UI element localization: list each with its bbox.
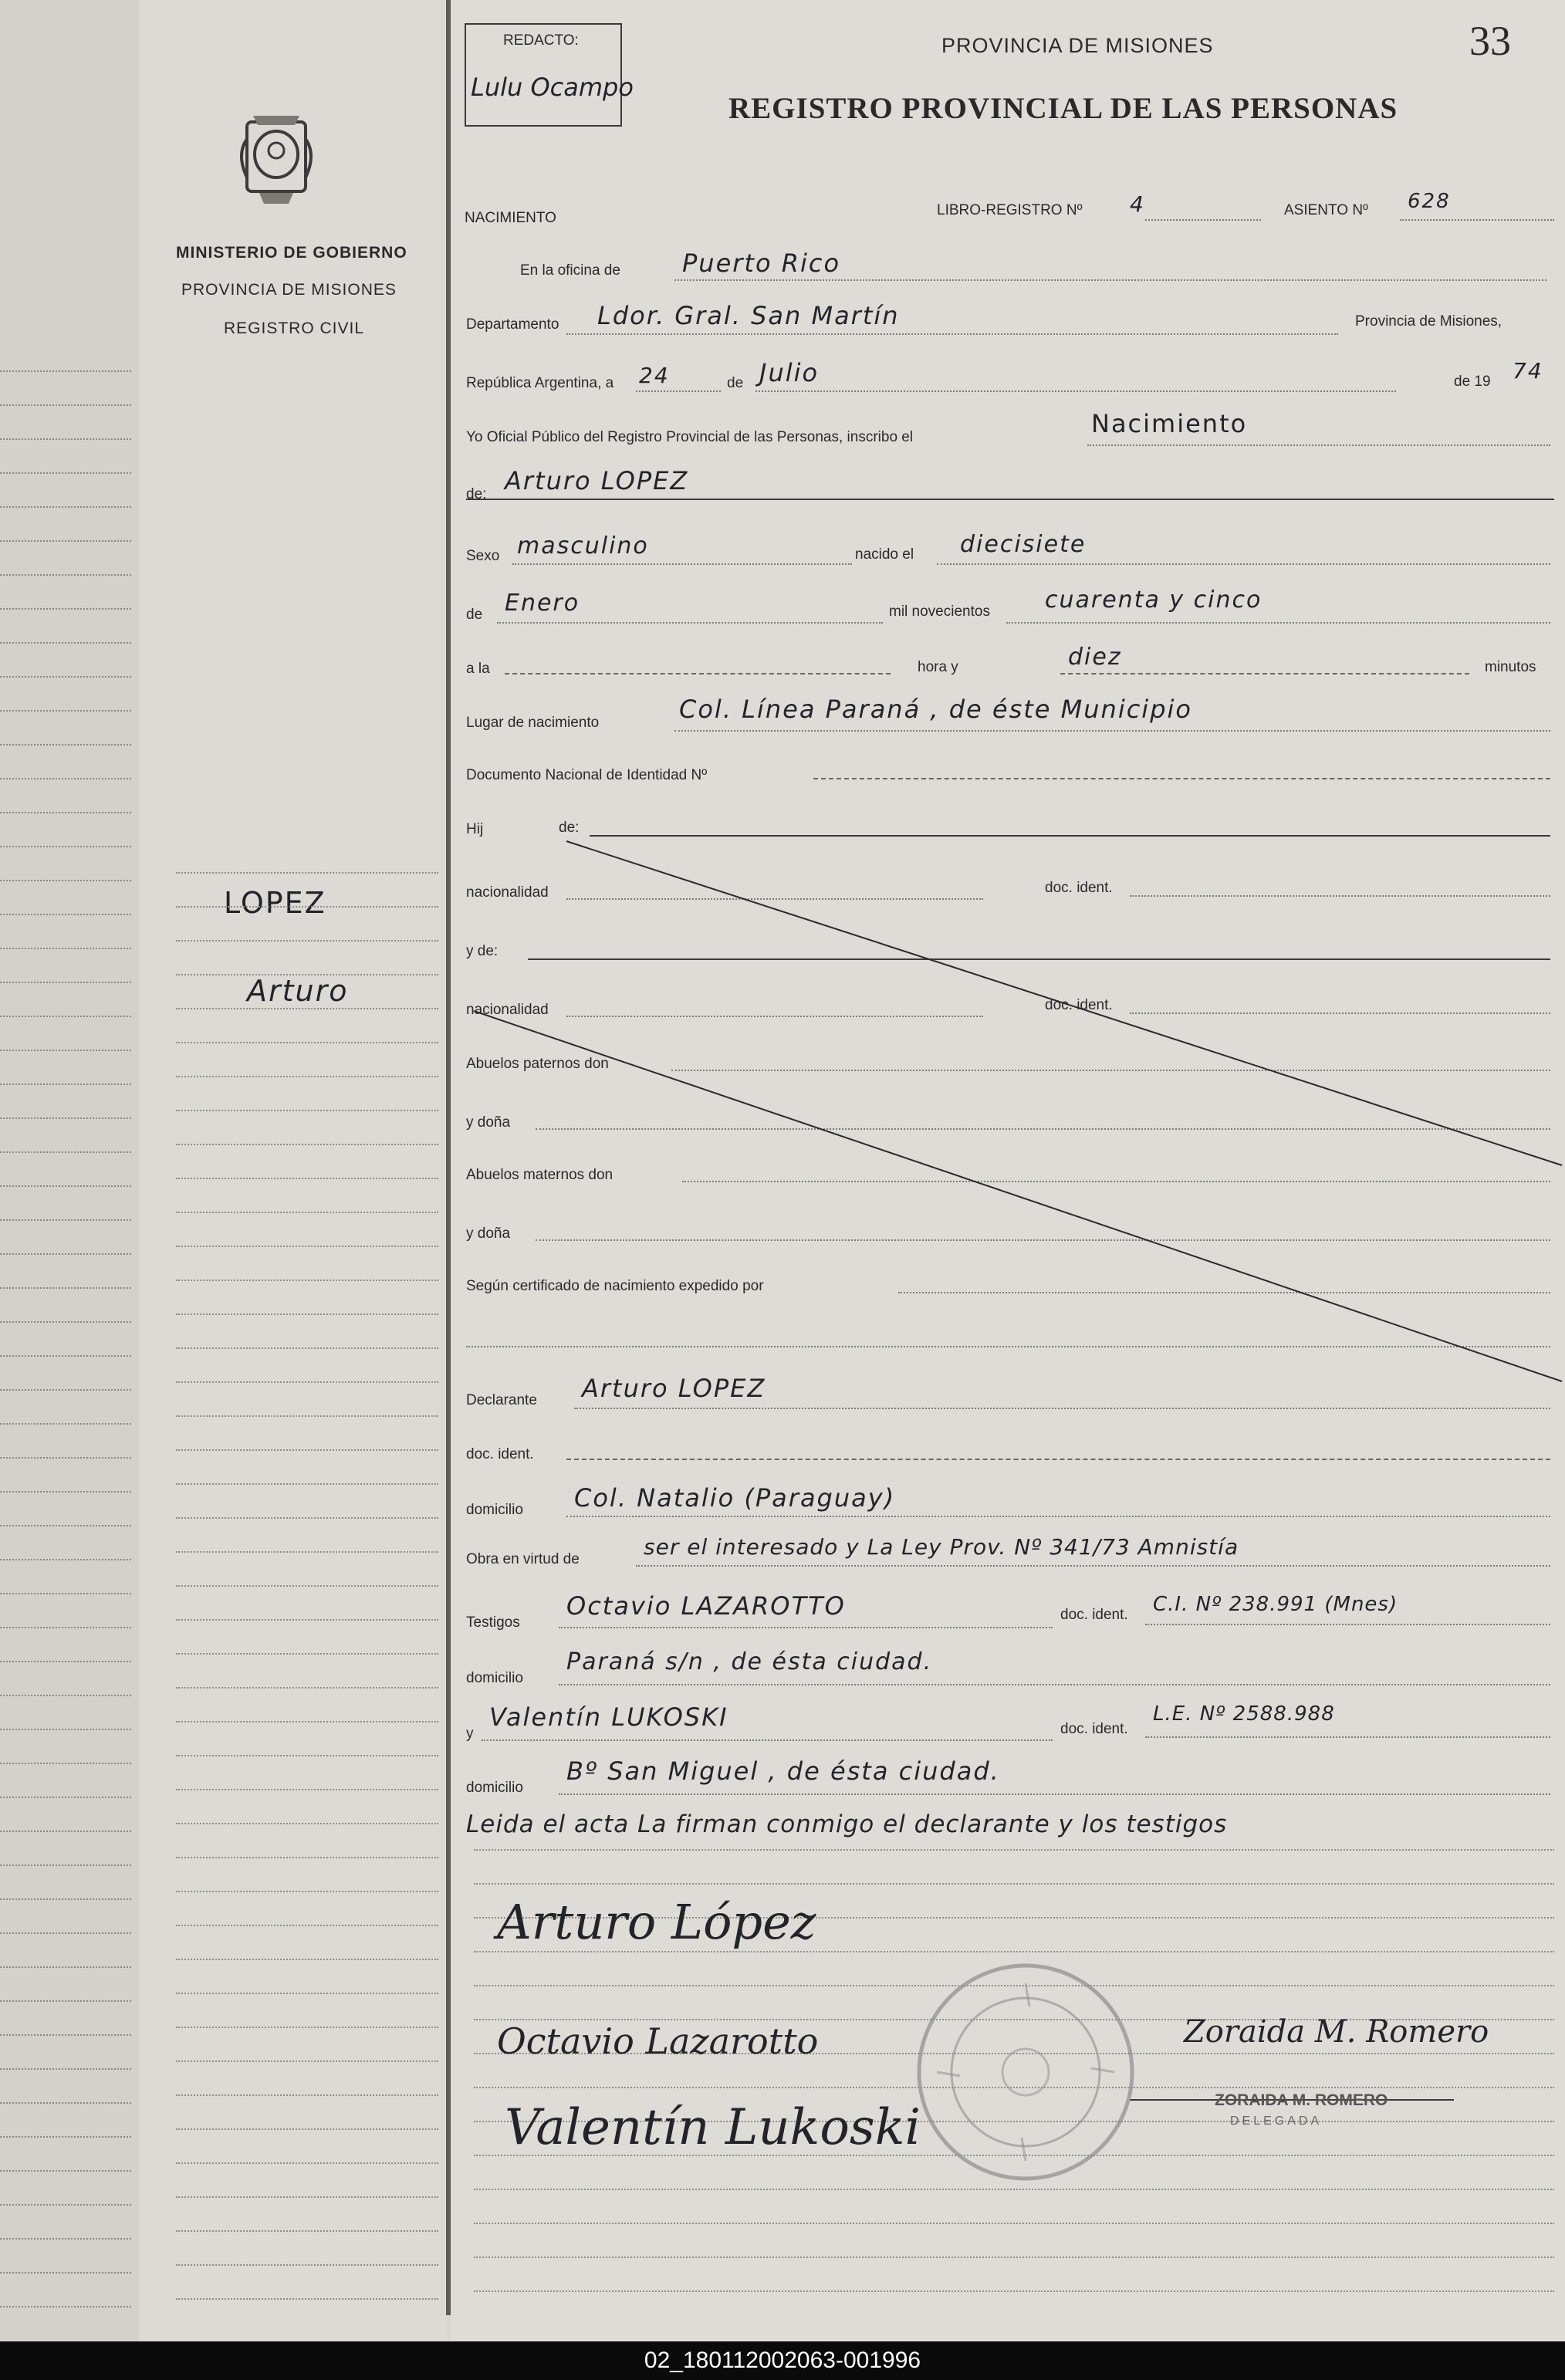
hora-label: hora y — [918, 659, 958, 675]
stub-rule — [176, 1551, 438, 1553]
libro-label: LIBRO-REGISTRO Nº — [937, 202, 1083, 218]
nacionalidad-label-2: nacionalidad — [466, 1002, 549, 1018]
testigo1-line — [559, 1627, 1053, 1628]
facing-page-rule — [0, 1355, 131, 1357]
obra-line — [636, 1565, 1550, 1567]
testigos-label: Testigos — [466, 1614, 520, 1631]
facing-page-rule — [0, 1627, 131, 1628]
stub-rule — [176, 2230, 438, 2232]
stub-rule — [176, 2162, 438, 2164]
ruled-line — [474, 1849, 1554, 1851]
facing-page-rule — [0, 948, 131, 949]
facing-page-rule — [0, 1593, 131, 1594]
ruled-line — [474, 1883, 1554, 1885]
y-dona-label-1: y doña — [466, 1114, 511, 1131]
facing-page-rule — [0, 1423, 131, 1425]
de-mes-label: de — [466, 607, 483, 623]
ruled-line — [474, 2189, 1554, 2190]
crest-icon — [230, 108, 323, 208]
y-de-label: y de: — [466, 943, 499, 959]
stub-rule — [176, 1008, 438, 1009]
asiento-label: ASIENTO Nº — [1284, 202, 1368, 218]
facing-page-rule — [0, 540, 131, 542]
testigo1-value: Octavio LAZAROTTO — [566, 1591, 846, 1621]
nombre-value: Arturo LOPEZ — [505, 466, 689, 495]
oficial-label: Yo Oficial Público del Registro Provincial de las Personas, inscribo el — [466, 429, 914, 445]
section-label: NACIMIENTO — [465, 210, 556, 226]
nacionalidad-label-1: nacionalidad — [466, 884, 549, 901]
facing-page-rule — [0, 2102, 131, 2104]
facing-page-rule — [0, 1491, 131, 1493]
mil-novecientos-label: mil novecientos — [889, 603, 990, 620]
lugar-value: Col. Línea Paraná , de éste Municipio — [679, 695, 1192, 724]
testigo2-domicilio-value: Bº San Miguel , de ésta ciudad. — [566, 1756, 1000, 1786]
declarante-domicilio-label: domicilio — [466, 1502, 523, 1518]
facing-page-rule — [0, 914, 131, 915]
testigo1-domicilio-label: domicilio — [466, 1670, 523, 1686]
stub-rule — [176, 2027, 438, 2028]
facing-page-rule — [0, 1966, 131, 1968]
facing-page-rule — [0, 1253, 131, 1255]
doc-ident-label-1: doc. ident. — [1045, 880, 1113, 896]
stub-rule — [176, 2298, 438, 2300]
testigo2-line — [482, 1739, 1053, 1741]
facing-page-rule — [0, 472, 131, 474]
abuelos-paternos-label: Abuelos paternos don — [466, 1056, 609, 1072]
hij-label: Hij — [466, 821, 484, 837]
stub-rule — [176, 1212, 438, 1213]
facing-page-rule — [0, 1864, 131, 1866]
facing-page-rule — [0, 1117, 131, 1119]
dia-nac-value: diecisiete — [960, 531, 1087, 558]
registry-title: REGISTRO PROVINCIAL DE LAS PERSONAS — [728, 92, 1398, 125]
declarante-line — [574, 1408, 1550, 1409]
mes-value: Julio — [759, 358, 820, 387]
testigo2-domicilio-line — [559, 1793, 1550, 1795]
stub-rule — [176, 1619, 438, 1621]
departamento-value: Ldor. Gral. San Martín — [597, 301, 900, 330]
stub-rule — [176, 1687, 438, 1689]
facing-page-rule — [0, 2034, 131, 2036]
obra-value: ser el interesado y La Ley Prov. Nº 341/73 Amnistía — [644, 1534, 1239, 1560]
province-title: PROVINCIA DE MISIONES — [941, 34, 1214, 57]
testigo2-domicilio-label: domicilio — [466, 1780, 523, 1796]
facing-page-rule — [0, 370, 131, 372]
ruled-line — [474, 1951, 1554, 1952]
facing-page-rule — [0, 2068, 131, 2070]
facing-page-rule — [0, 1729, 131, 1730]
y-dona-label-2: y doña — [466, 1225, 511, 1242]
stub-rule — [176, 872, 438, 874]
facing-page-rule — [0, 1185, 131, 1187]
facing-page-edge — [0, 0, 140, 2341]
stub-rule — [176, 1653, 438, 1655]
facing-page-rule — [0, 778, 131, 779]
anio-value: 74 — [1513, 358, 1543, 384]
facing-page-rule — [0, 2306, 131, 2307]
facing-page-rule — [0, 438, 131, 440]
facing-page-rule — [0, 2000, 131, 2002]
page-number: 33 — [1469, 18, 1511, 64]
facing-page-rule — [0, 506, 131, 508]
ruled-line — [474, 2290, 1554, 2292]
facing-page-rule — [0, 1050, 131, 1051]
oficial-stamp-name: ZORAIDA M. ROMERO — [1215, 2091, 1388, 2109]
stub-rule — [176, 1857, 438, 1858]
stub-rule — [176, 2264, 438, 2266]
facing-page-rule — [0, 982, 131, 983]
sexo-label: Sexo — [466, 548, 500, 564]
facing-page-rule — [0, 880, 131, 881]
stub-rule — [176, 1381, 438, 1383]
cancellation-strokes — [451, 0, 1565, 1389]
declarante-label: Declarante — [466, 1392, 537, 1408]
de-colon-label: de: — [466, 486, 487, 502]
de-year-label: de 19 — [1454, 374, 1491, 390]
dia-value: 24 — [639, 363, 670, 388]
stub-rule — [176, 1178, 438, 1179]
libro-value: 4 — [1130, 191, 1145, 217]
testigo1-signature: Octavio Lazarotto — [497, 2020, 819, 2062]
certificado-label: Según certificado de nacimiento expedido por — [466, 1278, 764, 1294]
stub-column — [139, 0, 446, 2341]
facing-page-rule — [0, 1084, 131, 1085]
anio-nac-value: cuarenta y cinco — [1045, 587, 1262, 614]
stub-rule — [176, 1347, 438, 1349]
testigo1-doc-line — [1145, 1624, 1550, 1625]
testigo2-doc-value: L.E. Nº 2588.988 — [1153, 1702, 1335, 1726]
stub-rule — [176, 1925, 438, 1926]
stub-rule — [176, 1449, 438, 1451]
stub-rule — [176, 974, 438, 975]
declarante-signature: Arturo López — [497, 1894, 816, 1950]
testigo2-value: Valentín LUKOSKI — [489, 1702, 728, 1732]
documento-label: Documento Nacional de Identidad Nº — [466, 767, 708, 783]
de-label: de — [727, 375, 744, 391]
facing-page-rule — [0, 404, 131, 406]
testigo1-domicilio-line — [559, 1684, 1550, 1685]
doc-ident-label-2: doc. ident. — [1045, 997, 1113, 1013]
stub-given-name: Arturo — [247, 974, 349, 1008]
facing-page-rule — [0, 2204, 131, 2206]
oficina-label: En la oficina de — [520, 262, 620, 279]
stub-rule — [176, 1891, 438, 1892]
province-subtitle: PROVINCIA DE MISIONES — [181, 281, 397, 299]
testigo2-signature: Valentín Lukoski — [505, 2099, 921, 2156]
redacto-signature: Lulu Ocampo — [471, 73, 634, 102]
facing-page-rule — [0, 1831, 131, 1832]
stub-rule — [176, 1110, 438, 1111]
facing-page-rule — [0, 1321, 131, 1323]
stub-rule — [176, 1313, 438, 1315]
y-label: y — [466, 1726, 474, 1742]
facing-page-rule — [0, 1797, 131, 1798]
departamento-label: Departamento — [466, 316, 559, 333]
lugar-label: Lugar de nacimiento — [466, 715, 600, 731]
stub-rule — [176, 2128, 438, 2130]
facing-page-rule — [0, 1525, 131, 1526]
stub-rule — [176, 1721, 438, 1722]
stub-rule — [176, 1415, 438, 1417]
stub-rule — [176, 1789, 438, 1790]
birth-record-form — [451, 0, 1565, 2341]
testigo1-doc-value: C.I. Nº 238.991 (Mnes) — [1153, 1593, 1398, 1616]
facing-page-rule — [0, 812, 131, 813]
stub-rule — [176, 1755, 438, 1756]
testigo1-domicilio-value: Paraná s/n , de ésta ciudad. — [566, 1648, 933, 1675]
a-la-label: a la — [466, 661, 490, 677]
oficina-value: Puerto Rico — [682, 248, 841, 278]
facing-page-rule — [0, 710, 131, 712]
stub-rule — [176, 1483, 438, 1485]
closing-text: Leida el acta La firman conmigo el declarante y los testigos — [466, 1810, 1228, 1838]
sexo-value: masculino — [517, 532, 649, 560]
stub-rule — [176, 1517, 438, 1519]
facing-page-rule — [0, 1661, 131, 1662]
facing-page-rule — [0, 2238, 131, 2240]
minutos-label: minutos — [1485, 659, 1536, 675]
office-subtitle: REGISTRO CIVIL — [224, 319, 365, 337]
asiento-value: 628 — [1408, 190, 1451, 213]
stub-rule — [176, 1823, 438, 1824]
facing-page-rule — [0, 846, 131, 847]
abuelos-maternos-label: Abuelos maternos don — [466, 1167, 613, 1183]
oficial-stamp-title: DELEGADA — [1230, 2115, 1323, 2128]
acto-value: Nacimiento — [1091, 409, 1248, 438]
ruled-line — [474, 2257, 1554, 2258]
ruled-line — [474, 2223, 1554, 2224]
declarante-doc-label: doc. ident. — [466, 1446, 534, 1462]
facing-page-rule — [0, 2136, 131, 2138]
redacto-label: REDACTO: — [503, 32, 579, 49]
testigo1-doc-label: doc. ident. — [1060, 1607, 1128, 1623]
nacido-label: nacido el — [855, 546, 914, 563]
facing-page-rule — [0, 642, 131, 644]
facing-page-rule — [0, 1932, 131, 1934]
oficial-signature: Zoraida M. Romero — [1184, 2014, 1489, 2050]
facing-page-rule — [0, 1287, 131, 1289]
facing-page-rule — [0, 608, 131, 610]
facing-page-rule — [0, 1219, 131, 1221]
facing-page-rule — [0, 1457, 131, 1459]
provincia-suffix: Provincia de Misiones, — [1355, 313, 1502, 330]
stub-surname: LOPEZ — [224, 886, 326, 920]
stub-rule — [176, 1959, 438, 1960]
stub-rule — [176, 2196, 438, 2198]
facing-page-rule — [0, 676, 131, 678]
stub-rule — [176, 1993, 438, 1994]
facing-page-rule — [0, 1151, 131, 1153]
stub-rule — [176, 1144, 438, 1145]
testigo2-doc-label: doc. ident. — [1060, 1721, 1128, 1737]
facing-page-rule — [0, 744, 131, 745]
facing-page-rule — [0, 1898, 131, 1900]
testigo2-doc-line — [1145, 1736, 1550, 1738]
declarante-domicilio-value: Col. Natalio (Paraguay) — [574, 1483, 896, 1513]
stub-rule — [176, 940, 438, 942]
facing-page-rule — [0, 1016, 131, 1017]
facing-page-rule — [0, 1763, 131, 1764]
stub-rule — [176, 906, 438, 908]
facing-page-rule — [0, 1695, 131, 1696]
declarante-domicilio-line — [566, 1516, 1550, 1517]
stub-rule — [176, 2061, 438, 2062]
facing-page-rule — [0, 574, 131, 576]
stub-rule — [176, 1246, 438, 1247]
facing-page-rule — [0, 2170, 131, 2172]
declarante-doc-line — [566, 1459, 1550, 1460]
obra-label: Obra en virtud de — [466, 1551, 580, 1567]
stub-rule — [176, 2094, 438, 2096]
stub-rule — [176, 1042, 438, 1043]
declarante-value: Arturo LOPEZ — [582, 1374, 766, 1403]
republica-label: República Argentina, a — [466, 375, 614, 391]
stub-rule — [176, 1280, 438, 1281]
stub-rule — [176, 1076, 438, 1077]
padre-de-label: de: — [559, 820, 580, 836]
mes-nac-value: Enero — [505, 590, 580, 617]
ministry-title: MINISTERIO DE GOBIERNO — [176, 244, 407, 262]
image-caption: 02_180112002063-001996 — [0, 2341, 1565, 2380]
minutos-value: diez — [1068, 644, 1122, 671]
registry-seal-icon — [914, 1960, 1137, 2184]
facing-page-rule — [0, 1559, 131, 1560]
stub-rule — [176, 1585, 438, 1587]
facing-page-rule — [0, 1389, 131, 1391]
facing-page-rule — [0, 2272, 131, 2274]
